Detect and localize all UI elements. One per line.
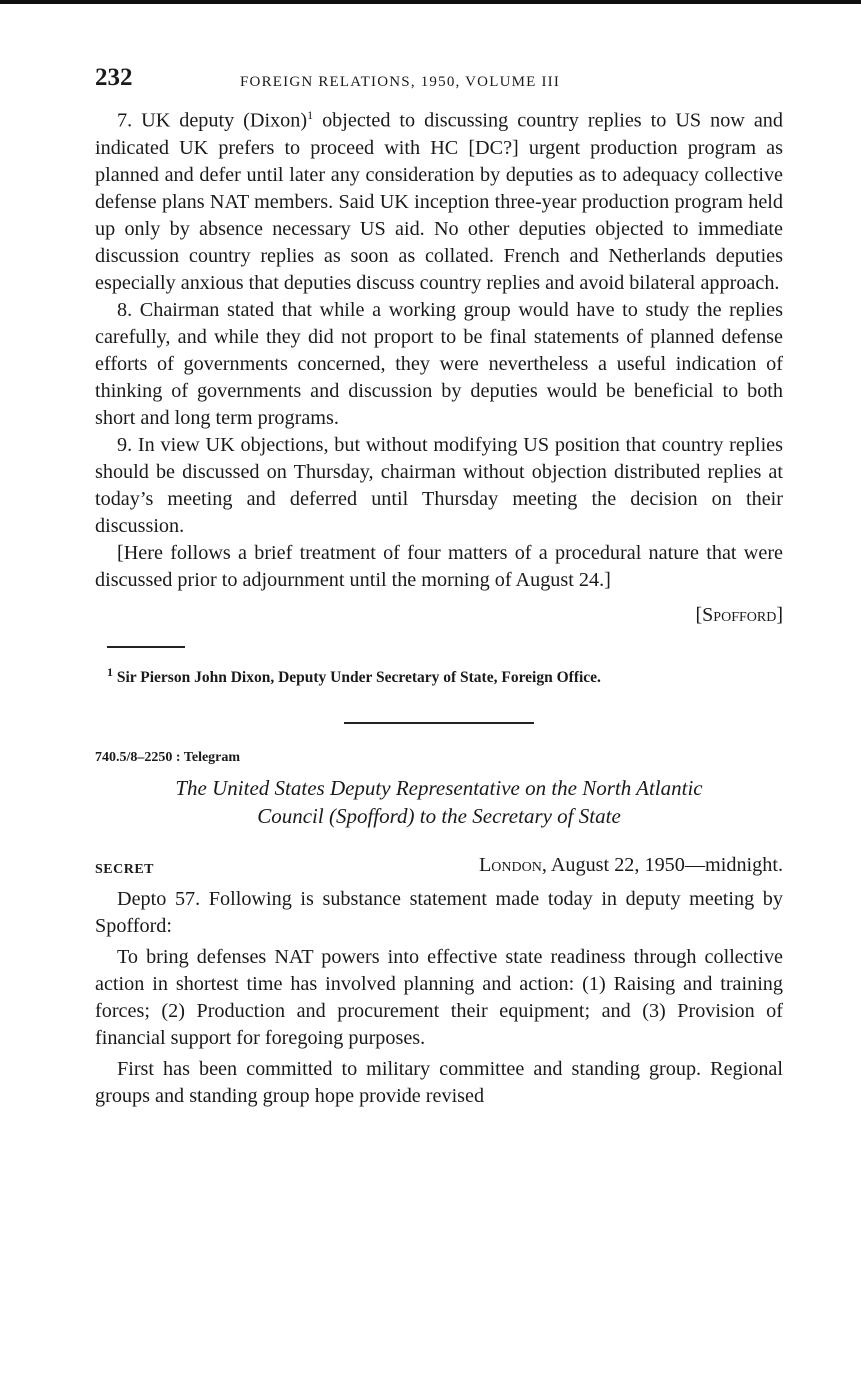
- footnote-rule: [107, 646, 185, 648]
- footnote-reference[interactable]: 1: [307, 108, 314, 122]
- dateline: [479, 854, 783, 877]
- signature-name: Spofford: [702, 603, 777, 626]
- footnote-marker: 1: [107, 664, 113, 679]
- signature: [95, 602, 783, 636]
- classification-label: SECRET: [95, 861, 155, 877]
- body-paragraph-3: First has been committed to military committee and standing group. Regional groups and standing group hope provide revised: [95, 1057, 783, 1107]
- editorial-note: [Here follows a brief treatment of four matters of a procedural nature that were discussed prior to adjournment until the morning of August 24.]: [95, 541, 783, 591]
- paragraph-8: 8. Chairman stated that while a working group would have to study the replies carefully, and while they did not proport to be final statements of planned defense efforts of governments concerned, they were nevertheless a useful indication of thinking of governments and discussion by deputies would be beneficial to both short and long term programs.: [95, 298, 783, 429]
- signature-open-bracket: [: [695, 603, 703, 626]
- document-id: 740.5/8–2250 : Telegram: [95, 749, 241, 765]
- telegram-meta: [95, 854, 783, 886]
- paragraph-7-rest: objected to discussing country replies to US now and indicated UK prefers to proceed with HC [DC?] urgent production program as planned and defer until later any consideration by deputies as to adequacy collective defense plans NAT members. Said UK inception three-year production program held up only by absence necessary US aid. No other deputies objected to immediate discussion country replies as soon as collated. French and Netherlands deputies especially anxious that deputies discuss country replies and avoid bilateral approach.: [95, 109, 783, 294]
- signature-close-bracket: ]: [776, 603, 783, 626]
- dateline-date: , August 22, 1950—midnight.: [541, 853, 783, 876]
- document-title-line-2: Council (Spofford) to the Secretary of State: [257, 803, 621, 828]
- document-title-line-1: The United States Deputy Representative on the North Atlantic: [175, 775, 703, 800]
- paragraph-7-start: 7. UK deputy (Dixon): [117, 109, 308, 132]
- document-page: [95, 62, 783, 1110]
- paragraph-9: 9. In view UK objections, but without modifying US position that country replies should be discussed on Thursday, chairman without objection distributed replies at today’s meeting and deferred until Thursday meeting the decision on their discussion.: [95, 433, 783, 537]
- footnote-text: Sir Pierson John Dixon, Deputy Under Secretary of State, Foreign Office.: [113, 668, 601, 686]
- top-border: [0, 0, 861, 4]
- body-paragraph-2: To bring defenses NAT powers into effective state readiness through collective action in shortest time has involved planning and action: (1) Raising and training forces; (2) Production and procurement their equipment; and (3) Provision of financial support for foregoing purposes.: [95, 945, 783, 1049]
- page-number: 232: [95, 64, 133, 91]
- document-title: [95, 774, 783, 830]
- running-header: [95, 62, 783, 102]
- running-title: FOREIGN RELATIONS, 1950, VOLUME III: [240, 74, 561, 90]
- section-separator: [344, 722, 534, 724]
- footnote: [107, 662, 783, 688]
- body-paragraph-1: Depto 57. Following is substance statement made today in deputy meeting by Spofford:: [95, 887, 783, 937]
- dateline-city: London: [478, 853, 542, 876]
- paragraph-7: [95, 102, 783, 297]
